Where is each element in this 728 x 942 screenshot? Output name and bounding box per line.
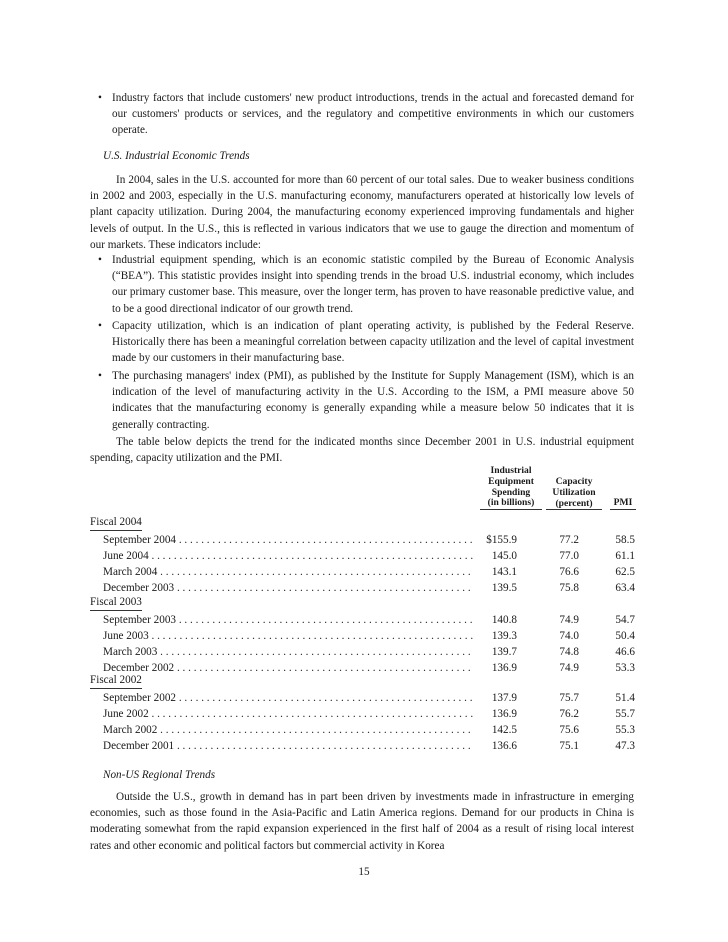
spending-value: 136.9: [491, 662, 517, 674]
section-heading-non-us: Non-US Regional Trends: [103, 769, 216, 781]
paragraph-us-trends: In 2004, sales in the U.S. accounted for more than 60 percent of our total sales. Due to weaker business conditions in 2002 and 2003, especially in the U.S. manufacturing economy, manufacturers operated at historically low levels of plant capacity utilization. During 2004, the manufacturing economy experienced improving fundamentals and higher levels of output. In the U.S., this is reflected in various indicators that we use to gauge the direction and momentum of our markets. These indicators include:: [90, 174, 634, 251]
spending-value: 145.0: [491, 550, 517, 562]
pmi-value: 46.6: [615, 646, 635, 658]
table-row: [103, 580, 635, 596]
pmi-value: 51.4: [615, 692, 635, 704]
capacity-value: 74.0: [559, 630, 579, 642]
bullet-symbol: •: [98, 92, 102, 104]
paragraph-non-us-trends: Outside the U.S., growth in demand has in part been driven by investments made in infrastructure in emerging economies, such as those found in the Asia-Pacific and Latin America regions. Demand for our products in China is moderating somewhat from the rapid expansion experienced in the first half of 2004 as a result of rising local interest rates and other economic and political factors but commercial activity in Korea: [90, 791, 634, 852]
row-label: June 2004 . . .: [103, 548, 473, 564]
row-label: December 2003 . . .: [103, 580, 473, 596]
capacity-value: 75.6: [559, 724, 579, 736]
row-label: September 2004 . . .: [103, 532, 473, 548]
table-row: [103, 628, 635, 644]
pmi-value: 61.1: [615, 550, 635, 562]
bullet-symbol: •: [98, 254, 102, 266]
pmi-value: 63.4: [615, 582, 635, 594]
pmi-value: 58.5: [615, 534, 635, 546]
capacity-value: 74.9: [559, 614, 579, 626]
section-label-fiscal-2004: Fiscal 2004: [90, 514, 142, 531]
spending-value: 139.7: [491, 646, 517, 658]
bullet-text: Industrial equipment spending, which is an economic statistic compiled by the Bureau of Economic Analysis (“BEA”). This statistic provides insight into spending trends in the broad U.S. industrial economy, which includes our primary customer base. This measure, over the longer term, has proven to have reasonable predictive value, and to be a good directional indicator of our growth trend.: [112, 254, 634, 315]
bullet-symbol: •: [98, 320, 102, 332]
spending-value: 137.9: [491, 692, 517, 704]
table-row: [103, 644, 635, 660]
pmi-value: 53.3: [615, 662, 635, 674]
column-header-pmi: PMI: [610, 498, 636, 510]
bullet-text: The purchasing managers' index (PMI), as published by the Institute for Supply Management (ISM), which is an indication of the level of manufacturing activity in the U.S. According to the ISM, a PMI measure above 50 indicates that the manufacturing economy is generally expanding while a measure below 50 indicates that it is generally contracting.: [112, 370, 634, 431]
spending-value: 142.5: [491, 724, 517, 736]
capacity-value: 77.2: [559, 534, 579, 546]
capacity-value: 76.6: [559, 566, 579, 578]
bullet-text: Industry factors that include customers' new product introductions, trends in the actual and forecasted demand for our customers' products or services, and the regulatory and competitive environments in which our customers operate.: [112, 92, 634, 137]
spending-value: 140.8: [491, 614, 517, 626]
capacity-value: 75.8: [559, 582, 579, 594]
spending-value: 136.6: [491, 740, 517, 752]
pmi-value: 50.4: [615, 630, 635, 642]
table-row: [103, 706, 635, 722]
row-label: September 2003 . . .: [103, 612, 473, 628]
table-row: [103, 722, 635, 738]
pmi-value: 55.7: [615, 708, 635, 720]
bullet-text: Capacity utilization, which is an indication of plant operating activity, is published by the Federal Reserve. Historically there has been a meaningful correlation between capacity utilization and the level of capital investment made by our customers in their manufacturing base.: [112, 320, 634, 365]
capacity-value: 76.2: [559, 708, 579, 720]
row-label: September 2002 . . .: [103, 690, 473, 706]
spending-value: 136.9: [491, 708, 517, 720]
bullet-pmi: [98, 368, 634, 433]
section-label-fiscal-2003: Fiscal 2003: [90, 594, 142, 611]
column-header-spending: Industrial Equipment Spending (in billions): [480, 466, 542, 510]
pmi-value: 47.3: [615, 740, 635, 752]
row-label: June 2003 . . .: [103, 628, 473, 644]
pmi-value: 62.5: [615, 566, 635, 578]
table-row: [103, 612, 635, 628]
spending-value: 139.5: [491, 582, 517, 594]
page-number: 15: [358, 866, 370, 878]
table-row: [103, 548, 635, 564]
capacity-value: 77.0: [559, 550, 579, 562]
capacity-value: 74.9: [559, 662, 579, 674]
bullet-symbol: •: [98, 370, 102, 382]
row-label: June 2002 . . .: [103, 706, 473, 722]
row-label: March 2003 . . .: [103, 644, 473, 660]
table-row: [103, 690, 635, 706]
capacity-value: 74.8: [559, 646, 579, 658]
bullet-equipment-spending: [98, 252, 634, 317]
row-label: March 2002 . . .: [103, 722, 473, 738]
row-label: December 2001 . . .: [103, 738, 473, 754]
capacity-value: 75.7: [559, 692, 579, 704]
spending-value: 139.3: [491, 630, 517, 642]
capacity-value: 75.1: [559, 740, 579, 752]
spending-value: 143.1: [491, 566, 517, 578]
spending-value: $155.9: [486, 534, 517, 546]
row-label: December 2002 . . .: [103, 660, 473, 676]
table-row: [103, 738, 635, 754]
bullet-capacity-utilization: [98, 318, 634, 367]
table-row: [103, 660, 635, 676]
pmi-value: 54.7: [615, 614, 635, 626]
section-label-fiscal-2002: Fiscal 2002: [90, 672, 142, 689]
section-heading-us: U.S. Industrial Economic Trends: [103, 150, 250, 162]
row-label: March 2004 . . .: [103, 564, 473, 580]
table-row: [103, 532, 635, 548]
table-row: [103, 564, 635, 580]
paragraph-table-intro: The table below depicts the trend for the indicated months since December 2001 in U.S. industrial equipment spending, capacity utilization and the PMI.: [90, 436, 634, 465]
column-header-capacity: Capacity Utilization (percent): [546, 477, 602, 510]
bullet-industry-factors: [98, 90, 634, 139]
pmi-value: 55.3: [615, 724, 635, 736]
